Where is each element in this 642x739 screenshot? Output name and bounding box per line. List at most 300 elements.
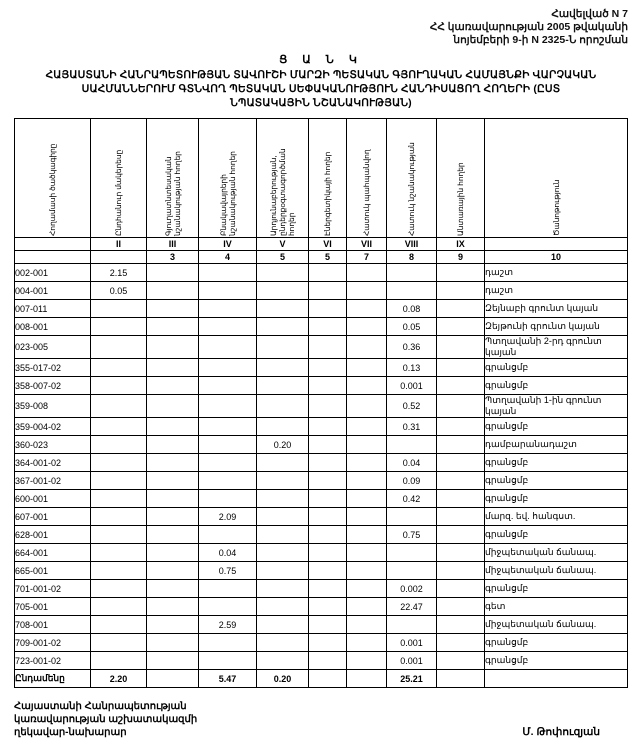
cell-value-col-9 [437, 377, 485, 395]
col-header-agricultural: Գյուղատնտեսական նշանակության հողեր [147, 119, 199, 238]
cell-note: մարզ. եվ. հանգստ. [485, 508, 628, 526]
cell-value-col-6 [309, 490, 347, 508]
cell-value-col-4 [199, 454, 257, 472]
cell-value-col-7 [347, 377, 387, 395]
cell-total-col-9 [437, 670, 485, 688]
cell-value-col-6 [309, 264, 347, 282]
table-row [15, 652, 628, 670]
cell-parcel-code: 359-008 [15, 395, 91, 418]
cell-value-col-2 [91, 616, 147, 634]
table-row [15, 418, 628, 436]
cell-value-col-6 [309, 580, 347, 598]
cell-value-col-3 [147, 634, 199, 652]
cell-value-col-7 [347, 436, 387, 454]
cell-value-col-6 [309, 318, 347, 336]
cell-value-col-9 [437, 508, 485, 526]
cell-value-col-3 [147, 472, 199, 490]
cell-value-col-2 [91, 508, 147, 526]
cell-value-col-5 [257, 282, 309, 300]
num-8: 8 [387, 251, 437, 264]
cell-value-col-7 [347, 562, 387, 580]
table-header-row [15, 119, 628, 238]
cell-value-col-2 [91, 526, 147, 544]
cell-value-col-9 [437, 652, 485, 670]
cell-value-col-6 [309, 395, 347, 418]
num-5: 5 [257, 251, 309, 264]
cell-value-col-8: 22.47 [387, 598, 437, 616]
cell-value-col-3 [147, 377, 199, 395]
cell-value-col-5 [257, 490, 309, 508]
table-row [15, 318, 628, 336]
cell-parcel-code: 664-001 [15, 544, 91, 562]
cell-value-col-6 [309, 598, 347, 616]
cell-note: գրանցմբ [485, 377, 628, 395]
cell-value-col-5 [257, 395, 309, 418]
cell-value-col-6 [309, 454, 347, 472]
cell-value-col-3 [147, 616, 199, 634]
cell-value-col-2: 0.05 [91, 282, 147, 300]
cell-parcel-code: 701-001-02 [15, 580, 91, 598]
cell-value-col-8: 0.52 [387, 395, 437, 418]
cell-value-col-8: 0.04 [387, 454, 437, 472]
cell-parcel-code: 367-001-02 [15, 472, 91, 490]
cell-value-col-2 [91, 652, 147, 670]
cell-value-col-2 [91, 418, 147, 436]
cell-value-col-7 [347, 318, 387, 336]
cell-value-col-5 [257, 544, 309, 562]
cell-note: գրանցմբ [485, 359, 628, 377]
table-row [15, 300, 628, 318]
cell-value-col-9 [437, 526, 485, 544]
cell-note: Զեյնաբի գրունտ կայան [485, 300, 628, 318]
cell-note: գրանցմբ [485, 634, 628, 652]
cell-note: դաշտ [485, 264, 628, 282]
title-line-2: ՍԱՀՄԱՆՆԵՐՈՒՄ ԳՏՆՎՈՂ ՊԵՏԱԿԱՆ ՍԵՓԱԿԱՆՈՒԹՅՈՒՆ ՀԱՆԴԻՍԱՑՈՂ ՀՈՂԵՐԻ (ԸՍՏ [81, 83, 561, 95]
cell-value-col-7 [347, 395, 387, 418]
cell-note: դաշտ [485, 282, 628, 300]
cell-value-col-7 [347, 544, 387, 562]
cell-value-col-3 [147, 318, 199, 336]
page-title [14, 53, 628, 110]
cell-value-col-5 [257, 634, 309, 652]
cell-value-col-9 [437, 562, 485, 580]
cell-value-col-7 [347, 526, 387, 544]
cell-parcel-code: 705-001 [15, 598, 91, 616]
cell-note: Զեյթունի գրունտ կայան [485, 318, 628, 336]
cell-value-col-5 [257, 336, 309, 359]
cell-value-col-3 [147, 562, 199, 580]
cell-value-col-3 [147, 544, 199, 562]
cell-value-col-5 [257, 377, 309, 395]
cell-value-col-5: 0.20 [257, 436, 309, 454]
cell-value-col-8: 0.05 [387, 318, 437, 336]
cell-parcel-code: 358-007-02 [15, 377, 91, 395]
cell-note: Պտղավանի 2-րդ գրունտ կայան [485, 336, 628, 359]
cell-value-col-7 [347, 359, 387, 377]
cell-value-col-2 [91, 359, 147, 377]
cell-value-col-3 [147, 652, 199, 670]
cell-parcel-code: 364-001-02 [15, 454, 91, 472]
col-header-code: Հողամասի ծածկագիրը [15, 119, 91, 238]
cell-parcel-code: 007-011 [15, 300, 91, 318]
cell-value-col-5 [257, 652, 309, 670]
cell-value-col-4 [199, 526, 257, 544]
cell-value-col-3 [147, 359, 199, 377]
cell-value-col-7 [347, 336, 387, 359]
title-line-3: ՆՊԱՏԱԿԱՅԻՆ ՆՇԱՆԱԿՈՒԹՅԱՆ) [230, 97, 412, 109]
cell-value-col-9 [437, 580, 485, 598]
cell-value-col-8 [387, 562, 437, 580]
title-line-1: ՀԱՅԱՍՏԱՆԻ ՀԱՆՐԱՊԵՏՈՒԹՅԱՆ ՏԱՎՈՒՇԻ ՄԱՐԶԻ ՊԵՏԱԿԱՆ ԳՅՈՒՂԱԿԱՆ ՀԱՄԱՅՆՔԻ ՎԱՐՉԱԿԱՆ [45, 69, 597, 81]
table-row [15, 634, 628, 652]
cell-parcel-code: 723-001-02 [15, 652, 91, 670]
cell-note: գրանցմբ [485, 580, 628, 598]
table-row [15, 544, 628, 562]
cell-value-col-9 [437, 436, 485, 454]
cell-parcel-code: 665-001 [15, 562, 91, 580]
cell-total-col-6 [309, 670, 347, 688]
table-row [15, 282, 628, 300]
cell-parcel-code: 008-001 [15, 318, 91, 336]
cell-value-col-7 [347, 580, 387, 598]
cell-value-col-3 [147, 508, 199, 526]
cell-note: գրանցմբ [485, 526, 628, 544]
cell-value-col-4 [199, 418, 257, 436]
footer-line-1: Հայաստանի Հանրապետության [14, 701, 187, 712]
cell-note: դամբարանադաշտ [485, 436, 628, 454]
cell-value-col-2 [91, 436, 147, 454]
num-9: 9 [437, 251, 485, 264]
cell-value-col-2 [91, 377, 147, 395]
cell-value-col-9 [437, 598, 485, 616]
cell-value-col-4 [199, 336, 257, 359]
cell-value-col-2 [91, 300, 147, 318]
cell-note: միջպետական ճանապ. [485, 616, 628, 634]
cell-value-col-7 [347, 454, 387, 472]
cell-value-col-6 [309, 472, 347, 490]
cell-value-col-2 [91, 634, 147, 652]
cell-value-col-6 [309, 359, 347, 377]
cell-note: միջպետական ճանապ. [485, 562, 628, 580]
cell-parcel-code: 607-001 [15, 508, 91, 526]
cell-value-col-3 [147, 395, 199, 418]
cell-total-col-2: 2.20 [91, 670, 147, 688]
cell-value-col-8: 0.75 [387, 526, 437, 544]
cell-value-col-8: 0.09 [387, 472, 437, 490]
cell-note: գրանցմբ [485, 490, 628, 508]
num-2 [91, 251, 147, 264]
document-footer [14, 700, 628, 739]
cell-value-col-5 [257, 264, 309, 282]
cell-note: գրանցմբ [485, 418, 628, 436]
table-row [15, 616, 628, 634]
num-3: 3 [147, 251, 199, 264]
cell-value-col-3 [147, 436, 199, 454]
num-4: 4 [199, 251, 257, 264]
cell-value-col-7 [347, 282, 387, 300]
roman-6: VI [309, 238, 347, 251]
cell-value-col-9 [437, 336, 485, 359]
cell-value-col-4 [199, 300, 257, 318]
cell-value-col-3 [147, 598, 199, 616]
cell-value-col-9 [437, 359, 485, 377]
table-row [15, 490, 628, 508]
doc-ref-line-1: Հավելված N 7 [551, 8, 628, 20]
col-header-forest: Անտառային հողեր [437, 119, 485, 238]
cell-value-col-3 [147, 300, 199, 318]
cell-value-col-5 [257, 472, 309, 490]
cell-value-col-2 [91, 395, 147, 418]
cell-value-col-9 [437, 634, 485, 652]
cell-value-col-7 [347, 634, 387, 652]
cell-value-col-5 [257, 616, 309, 634]
footer-line-2: կառավարության աշխատակազմի [14, 714, 198, 725]
col-header-industry: Արդյունաբերության, ընդերքօգտագործման հողեր [257, 119, 309, 238]
roman-1 [15, 238, 91, 251]
cell-value-col-4: 0.75 [199, 562, 257, 580]
cell-value-col-6 [309, 436, 347, 454]
cell-value-col-6 [309, 336, 347, 359]
cell-value-col-4 [199, 395, 257, 418]
cell-value-col-7 [347, 508, 387, 526]
cell-value-col-4 [199, 377, 257, 395]
footer-line-3: ղեկավար-նախարար [14, 727, 127, 738]
cell-value-col-4: 0.04 [199, 544, 257, 562]
roman-5: V [257, 238, 309, 251]
cell-value-col-9 [437, 264, 485, 282]
cell-value-col-2 [91, 472, 147, 490]
cell-value-col-4 [199, 634, 257, 652]
num-1 [15, 251, 91, 264]
cell-value-col-7 [347, 300, 387, 318]
cell-value-col-5 [257, 508, 309, 526]
cell-value-col-5 [257, 418, 309, 436]
col-header-energy: Էներգետիկայի հողեր [309, 119, 347, 238]
cell-note: գրանցմբ [485, 454, 628, 472]
cell-note: Պտղավանի 1-ին գրունտ կայան [485, 395, 628, 418]
cell-value-col-4 [199, 490, 257, 508]
cell-parcel-code: 709-001-02 [15, 634, 91, 652]
cell-value-col-9 [437, 282, 485, 300]
cell-value-col-4 [199, 598, 257, 616]
cell-value-col-8 [387, 616, 437, 634]
cell-value-col-6 [309, 377, 347, 395]
cell-value-col-6 [309, 526, 347, 544]
cell-value-col-2 [91, 544, 147, 562]
table-row [15, 598, 628, 616]
cell-value-col-5 [257, 598, 309, 616]
cell-total-col-4: 5.47 [199, 670, 257, 688]
roman-3: III [147, 238, 199, 251]
cell-note: գրանցմբ [485, 472, 628, 490]
cell-value-col-6 [309, 652, 347, 670]
table-row [15, 436, 628, 454]
cell-parcel-code: 004-001 [15, 282, 91, 300]
table-row [15, 472, 628, 490]
cell-parcel-code: 355-017-02 [15, 359, 91, 377]
roman-4: IV [199, 238, 257, 251]
cell-note: գրանցմբ [485, 652, 628, 670]
cell-value-col-9 [437, 472, 485, 490]
cell-value-col-8 [387, 544, 437, 562]
col-header-settlement: Բնակավայրերի նշանակության հողեր [199, 119, 257, 238]
cell-value-col-9 [437, 490, 485, 508]
cell-value-col-8: 0.001 [387, 377, 437, 395]
cell-value-col-6 [309, 616, 347, 634]
table-row [15, 359, 628, 377]
cell-value-col-2: 2.15 [91, 264, 147, 282]
table-roman-row [15, 238, 628, 251]
cell-value-col-4: 2.09 [199, 508, 257, 526]
cell-value-col-2 [91, 336, 147, 359]
cell-parcel-code: 360-023 [15, 436, 91, 454]
table-total-row [15, 670, 628, 688]
cell-value-col-8: 0.42 [387, 490, 437, 508]
cell-value-col-7 [347, 598, 387, 616]
cell-value-col-4 [199, 318, 257, 336]
cell-value-col-4 [199, 359, 257, 377]
document-reference [14, 8, 628, 47]
cell-value-col-3 [147, 282, 199, 300]
cell-value-col-6 [309, 300, 347, 318]
cell-parcel-code: 708-001 [15, 616, 91, 634]
doc-ref-line-3: նոյեմբերի 9-ի N 2325-Ն որոշման [453, 34, 628, 46]
cell-parcel-code: 628-001 [15, 526, 91, 544]
table-row [15, 336, 628, 359]
cell-parcel-code: 002-001 [15, 264, 91, 282]
cell-value-col-7 [347, 490, 387, 508]
col-header-protected: Հատուկ պահպանվող [347, 119, 387, 238]
roman-8: VIII [387, 238, 437, 251]
cell-value-col-8: 0.36 [387, 336, 437, 359]
cell-value-col-4 [199, 436, 257, 454]
roman-7: VII [347, 238, 387, 251]
cell-value-col-5 [257, 526, 309, 544]
cell-value-col-7 [347, 264, 387, 282]
roman-10 [485, 238, 628, 251]
table-row [15, 562, 628, 580]
cell-value-col-5 [257, 562, 309, 580]
cell-value-col-8 [387, 282, 437, 300]
cell-value-col-7 [347, 418, 387, 436]
cell-value-col-8: 0.13 [387, 359, 437, 377]
cell-value-col-4 [199, 652, 257, 670]
cell-value-col-4 [199, 282, 257, 300]
cell-value-col-5 [257, 300, 309, 318]
cell-total-col-3 [147, 670, 199, 688]
num-10: 10 [485, 251, 628, 264]
cell-total-note [485, 670, 628, 688]
cell-value-col-9 [437, 300, 485, 318]
table-number-row [15, 251, 628, 264]
cell-value-col-2 [91, 562, 147, 580]
cell-value-col-9 [437, 544, 485, 562]
cell-value-col-9 [437, 616, 485, 634]
cell-value-col-7 [347, 652, 387, 670]
table-row [15, 264, 628, 282]
cell-value-col-2 [91, 580, 147, 598]
table-row [15, 454, 628, 472]
num-6: 5 [309, 251, 347, 264]
cell-total-label: Ընդամենը [15, 670, 91, 688]
col-header-special: Հատուկ նշանակության [387, 119, 437, 238]
cell-value-col-9 [437, 395, 485, 418]
cell-note: միջպետական ճանապ. [485, 544, 628, 562]
cell-value-col-3 [147, 264, 199, 282]
cell-parcel-code: 023-005 [15, 336, 91, 359]
cell-total-col-8: 25.21 [387, 670, 437, 688]
cell-parcel-code: 600-001 [15, 490, 91, 508]
cell-value-col-8: 0.08 [387, 300, 437, 318]
footer-signature: Մ. Թոփուզյան [522, 726, 600, 738]
doc-ref-line-2: ՀՀ կառավարության 2005 թվականի [429, 21, 628, 33]
cell-value-col-8 [387, 436, 437, 454]
cell-value-col-3 [147, 490, 199, 508]
cell-value-col-8: 0.31 [387, 418, 437, 436]
cell-value-col-6 [309, 634, 347, 652]
cell-value-col-5 [257, 580, 309, 598]
land-registry-table [14, 118, 628, 688]
table-row [15, 377, 628, 395]
title-keyword: Ց Ա Ն Կ [279, 54, 363, 66]
cell-value-col-2 [91, 454, 147, 472]
col-header-total-area: Ընդհանուր մակերեսը [91, 119, 147, 238]
cell-value-col-4 [199, 472, 257, 490]
col-header-notes: Ծանոթություն [485, 119, 628, 238]
cell-value-col-9 [437, 418, 485, 436]
table-row [15, 508, 628, 526]
cell-value-col-9 [437, 454, 485, 472]
cell-value-col-3 [147, 580, 199, 598]
cell-value-col-7 [347, 616, 387, 634]
cell-total-col-7 [347, 670, 387, 688]
roman-9: IX [437, 238, 485, 251]
cell-value-col-8: 0.001 [387, 652, 437, 670]
cell-value-col-4 [199, 264, 257, 282]
cell-value-col-5 [257, 318, 309, 336]
cell-parcel-code: 359-004-02 [15, 418, 91, 436]
cell-value-col-6 [309, 282, 347, 300]
cell-value-col-3 [147, 526, 199, 544]
cell-value-col-2 [91, 318, 147, 336]
cell-value-col-3 [147, 418, 199, 436]
cell-value-col-5 [257, 454, 309, 472]
table-row [15, 395, 628, 418]
cell-value-col-6 [309, 562, 347, 580]
cell-value-col-4: 2.59 [199, 616, 257, 634]
cell-value-col-8 [387, 508, 437, 526]
cell-value-col-6 [309, 418, 347, 436]
cell-note: գետ [485, 598, 628, 616]
num-7: 7 [347, 251, 387, 264]
cell-value-col-2 [91, 598, 147, 616]
cell-value-col-2 [91, 490, 147, 508]
cell-value-col-6 [309, 508, 347, 526]
cell-value-col-3 [147, 336, 199, 359]
table-row [15, 526, 628, 544]
cell-value-col-8 [387, 264, 437, 282]
cell-value-col-8: 0.002 [387, 580, 437, 598]
cell-value-col-8: 0.001 [387, 634, 437, 652]
cell-value-col-5 [257, 359, 309, 377]
cell-value-col-4 [199, 580, 257, 598]
cell-value-col-7 [347, 472, 387, 490]
cell-value-col-6 [309, 544, 347, 562]
cell-total-col-5: 0.20 [257, 670, 309, 688]
cell-value-col-9 [437, 318, 485, 336]
table-row [15, 580, 628, 598]
roman-2: II [91, 238, 147, 251]
